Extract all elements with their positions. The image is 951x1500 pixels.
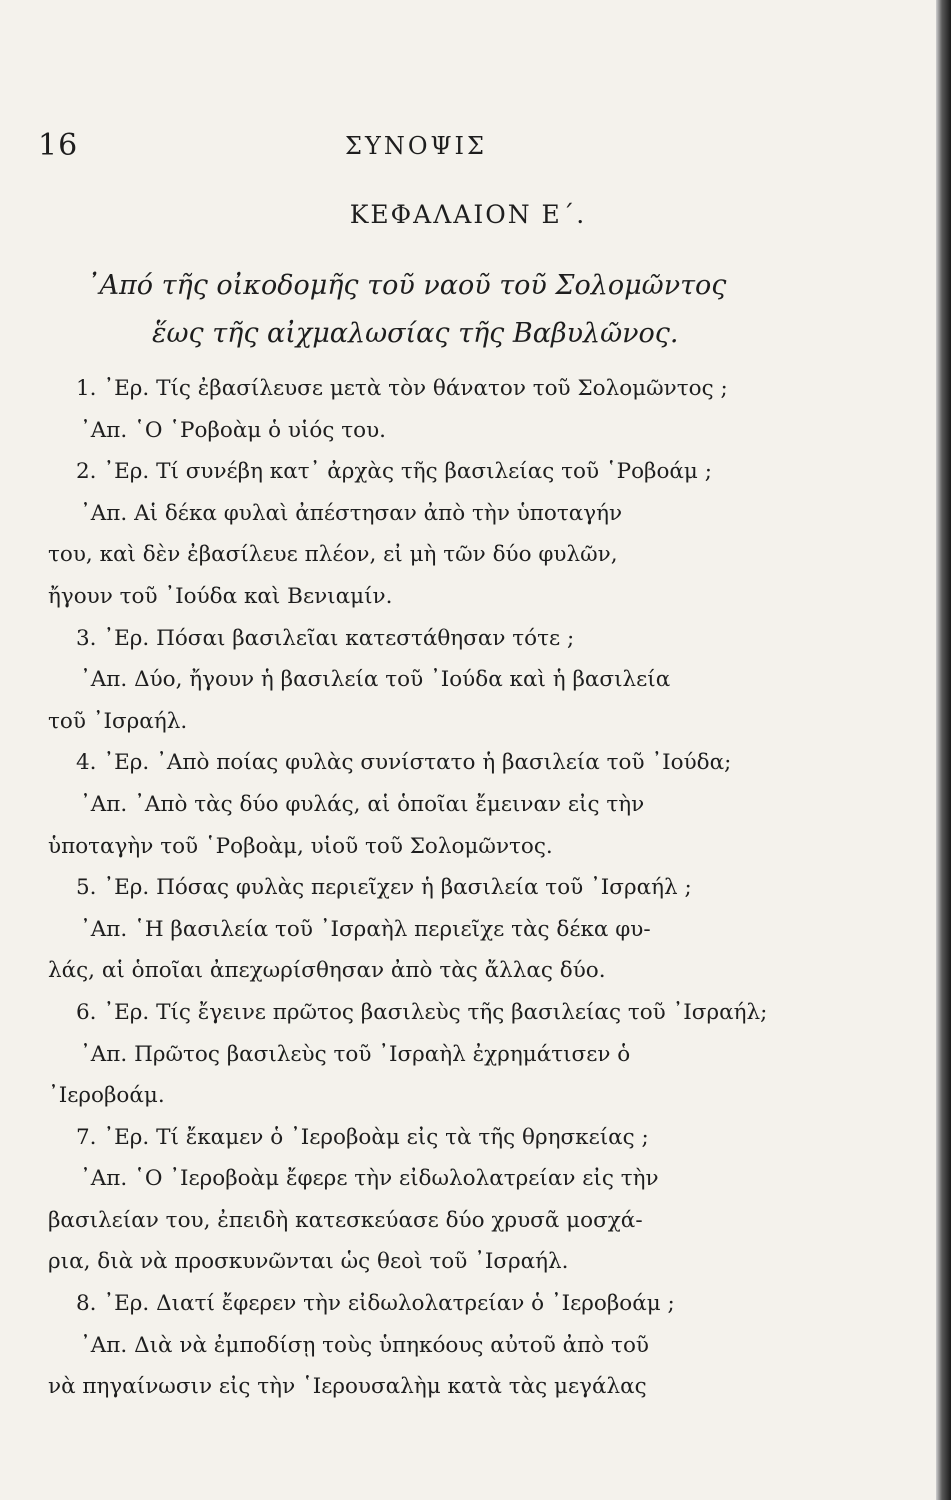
question-line: 1. ᾿Ερ. Τίς ἐβασίλευσε μετὰ τὸν θάνατον τοῦ Σολομῶντος ; xyxy=(76,376,728,401)
answer-line: ᾿Απ. Δύο, ἤγουν ἡ βασιλεία τοῦ ᾿Ιούδα καὶ ἡ βασιλεία xyxy=(80,667,671,693)
question-line: 4. ᾿Ερ. ᾿Απὸ ποίας φυλὰς συνίστατο ἡ βασιλεία τοῦ ᾿Ιούδα; xyxy=(76,750,732,776)
answer-line: ᾿Απ. ῾Η βασιλεία τοῦ ᾿Ισραὴλ περιεῖχε τὰς δέκα φυ- xyxy=(80,916,651,942)
body-line: λάς, αἱ ὁποῖαι ἀπεχωρίσθησαν ἀπὸ τὰς ἄλλας δύο. xyxy=(48,958,606,984)
question-line: 7. ᾿Ερ. Τί ἔκαμεν ὁ ᾿Ιεροβοὰμ εἰς τὰ τῆς θρησκείας ; xyxy=(76,1124,649,1150)
body-line: βασιλείαν του, ἐπειδὴ κατεσκεύασε δύο χρυσᾶ μοσχά- xyxy=(48,1207,643,1233)
question-line: 5. ᾿Ερ. Πόσας φυλὰς περιεῖχεν ἡ βασιλεία τοῦ ᾿Ισραήλ ; xyxy=(76,875,692,901)
body-line: του, καὶ δὲν ἐβασίλευε πλέον, εἰ μὴ τῶν δύο φυλῶν, xyxy=(48,542,618,568)
question-line: 6. ᾿Ερ. Τίς ἔγεινε πρῶτος βασιλεὺς τῆς βασιλείας τοῦ ᾿Ισραήλ; xyxy=(76,999,768,1025)
chapter-title: ΚΕΦΑΛΑΙΟΝ Ε΄. xyxy=(349,200,587,229)
answer-line: ᾿Απ. ᾿Απὸ τὰς δύο φυλάς, αἱ ὁποῖαι ἔμειναν εἰς τὴν xyxy=(80,791,645,817)
page-header xyxy=(0,128,936,168)
body-line: νὰ πηγαίνωσιν εἰς τὴν ῾Ιερουσαλὴμ κατὰ τὰς μεγάλας xyxy=(48,1374,647,1400)
body-text xyxy=(48,368,790,1408)
body-line: ὑποταγὴν τοῦ ῾Ροβοὰμ, υἱοῦ τοῦ Σολομῶντος. xyxy=(48,833,553,859)
answer-line: ᾿Απ. Αἱ δέκα φυλαὶ ἀπέστησαν ἀπὸ τὴν ὑποταγήν xyxy=(80,500,623,526)
answer-line: ᾿Απ. ῾Ο ῾Ροβοὰμ ὁ υἱός του. xyxy=(80,417,386,443)
page-number: 16 xyxy=(38,128,79,163)
answer-line: ᾿Απ. Διὰ νὰ ἐμποδίσῃ τοὺς ὑπηκόους αὐτοῦ ἀπὸ τοῦ xyxy=(80,1332,649,1358)
body-line: ἤγουν τοῦ ᾿Ιούδα καὶ Βενιαμίν. xyxy=(48,583,393,609)
chapter-subtitle xyxy=(86,262,906,358)
answer-line: ᾿Απ. ῾Ο ᾿Ιεροβοὰμ ἔφερε τὴν εἰδωλολατρείαν εἰς τὴν xyxy=(80,1166,659,1192)
subtitle-line-2: ἕως τῆς αἰχμαλωσίας τῆς Βαβυλῶνος. xyxy=(152,318,679,349)
question-line: 8. ᾿Ερ. Διατί ἔφερεν τὴν εἰδωλολατρείαν ὁ ᾿Ιεροβοάμ ; xyxy=(76,1291,675,1317)
body-line: ρια, διὰ νὰ προσκυνῶνται ὡς θεοὶ τοῦ ᾿Ισραήλ. xyxy=(48,1249,569,1275)
question-line: 2. ᾿Ερ. Τί συνέβη κατ᾿ ἀρχὰς τῆς βασιλείας τοῦ ῾Ροβοάμ ; xyxy=(76,459,712,485)
body-line: τοῦ ᾿Ισραήλ. xyxy=(48,708,188,734)
scan-edge xyxy=(936,0,951,1500)
answer-line: ᾿Απ. Πρῶτος βασιλεὺς τοῦ ᾿Ισραὴλ ἐχρημάτισεν ὁ xyxy=(80,1041,631,1067)
running-head: ΣΥΝΟΨΙΣ xyxy=(345,132,487,160)
question-line: 3. ᾿Ερ. Πόσαι βασιλεῖαι κατεστάθησαν τότε ; xyxy=(76,625,575,651)
body-line: ᾿Ιεροβοάμ. xyxy=(48,1083,165,1109)
subtitle-line-1: ᾿Από τῆς οἰκοδομῆς τοῦ ναοῦ τοῦ Σολομῶντος xyxy=(86,270,727,301)
